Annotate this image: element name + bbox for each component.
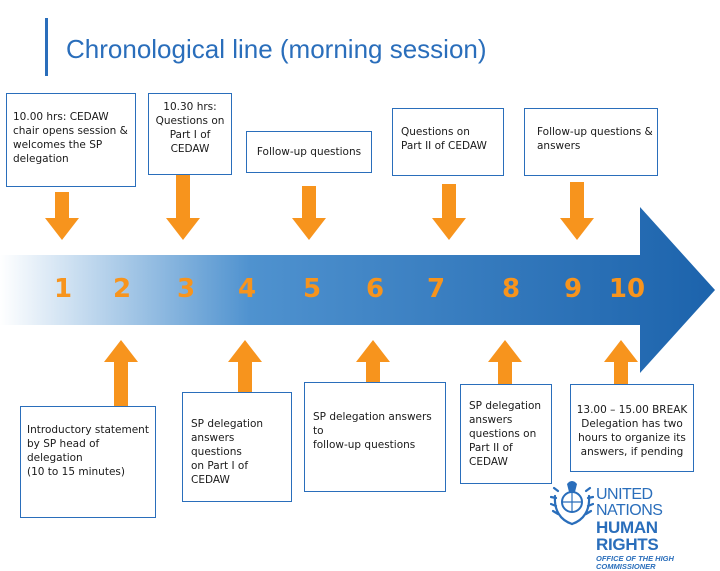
- un-human-rights-logo: [596, 487, 720, 570]
- logo-line-3: OFFICE OF THE HIGH COMMISSIONER: [596, 554, 674, 571]
- bottom-box-1-line-3: (10 to 15 minutes): [27, 466, 125, 478]
- page-title: Chronological line (morning session): [66, 34, 487, 64]
- down-arrow-7: [432, 184, 466, 240]
- step-number-4: 4: [237, 274, 257, 304]
- bottom-box-5-line-1: 13.00 – 15.00 BREAK: [576, 404, 688, 416]
- up-arrow-4: [228, 340, 262, 392]
- top-box-4: [392, 108, 504, 176]
- bottom-box-1-line-2: by SP head of delegation: [27, 438, 100, 464]
- step-number-3: 3: [176, 274, 196, 304]
- bottom-box-5-line-3: hours to organize its: [578, 432, 686, 444]
- top-box-2: [148, 93, 232, 175]
- top-box-4-line-1: Questions on: [401, 126, 470, 138]
- top-box-2-line-2: Questions on: [155, 115, 225, 127]
- bottom-box-5: [570, 384, 694, 472]
- down-arrow-9: [560, 182, 594, 240]
- bottom-box-4-line-3: questions on: [469, 428, 537, 440]
- bottom-box-2-line-2: answers questions: [191, 432, 242, 458]
- step-number-6: 6: [365, 274, 385, 304]
- bottom-box-4-line-4: Part II of: [469, 442, 513, 454]
- down-arrow-1: [45, 192, 79, 240]
- top-box-2-line-3: Part I of: [169, 129, 211, 141]
- top-box-5-line-1: Follow-up questions &: [537, 126, 653, 138]
- top-box-2-line-1: 10.30 hrs:: [163, 101, 217, 113]
- top-box-2-line-4: CEDAW: [170, 143, 210, 155]
- bottom-box-4-line-2: answers: [469, 414, 513, 426]
- up-arrow-2: [104, 340, 138, 406]
- top-box-3-text: Follow-up questions: [256, 146, 362, 158]
- bottom-box-2-line-4: CEDAW: [191, 474, 230, 486]
- step-number-1: 1: [53, 274, 73, 304]
- top-box-3: [246, 131, 372, 173]
- up-arrow-8: [488, 340, 522, 384]
- bottom-box-2-line-1: SP delegation: [191, 418, 264, 430]
- bottom-box-1: [20, 406, 156, 518]
- top-box-1-text: 10.00 hrs: CEDAW chair opens session & welcomes the SP delegation: [13, 111, 128, 165]
- bottom-box-3: [304, 382, 446, 492]
- logo-line-2: HUMAN RIGHTS: [596, 518, 659, 554]
- step-number-8: 8: [501, 274, 521, 304]
- step-number-2: 2: [112, 274, 132, 304]
- top-box-4-line-2: Part II of CEDAW: [401, 140, 487, 152]
- logo-line-1: UNITED NATIONS: [596, 486, 663, 519]
- bottom-box-4: [460, 384, 552, 484]
- step-number-7: 7: [426, 274, 446, 304]
- up-arrow-6: [356, 340, 390, 382]
- up-arrow-10: [604, 340, 638, 384]
- down-arrow-5: [292, 186, 326, 240]
- un-emblem-icon: [550, 478, 594, 530]
- bottom-box-4-line-1: SP delegation: [469, 400, 542, 412]
- bottom-box-4-line-5: CEDAW: [469, 456, 508, 468]
- step-number-9: 9: [563, 274, 583, 304]
- bottom-box-5-line-4: answers, if pending: [580, 446, 684, 458]
- step-number-10: 10: [608, 274, 646, 304]
- bottom-box-2: [182, 392, 292, 502]
- top-box-5: [524, 108, 658, 176]
- bottom-box-3-line-1: SP delegation answers to: [313, 411, 432, 437]
- bottom-box-1-line-1: Introductory statement: [27, 424, 149, 436]
- bottom-box-2-line-3: on Part I of: [191, 460, 249, 472]
- top-box-1: [6, 93, 136, 187]
- bottom-box-5-line-2: Delegation has two: [581, 418, 683, 430]
- down-arrow-3: [166, 173, 200, 240]
- top-box-5-line-2: answers: [537, 140, 581, 152]
- step-number-5: 5: [302, 274, 322, 304]
- bottom-box-3-line-2: follow-up questions: [313, 439, 416, 451]
